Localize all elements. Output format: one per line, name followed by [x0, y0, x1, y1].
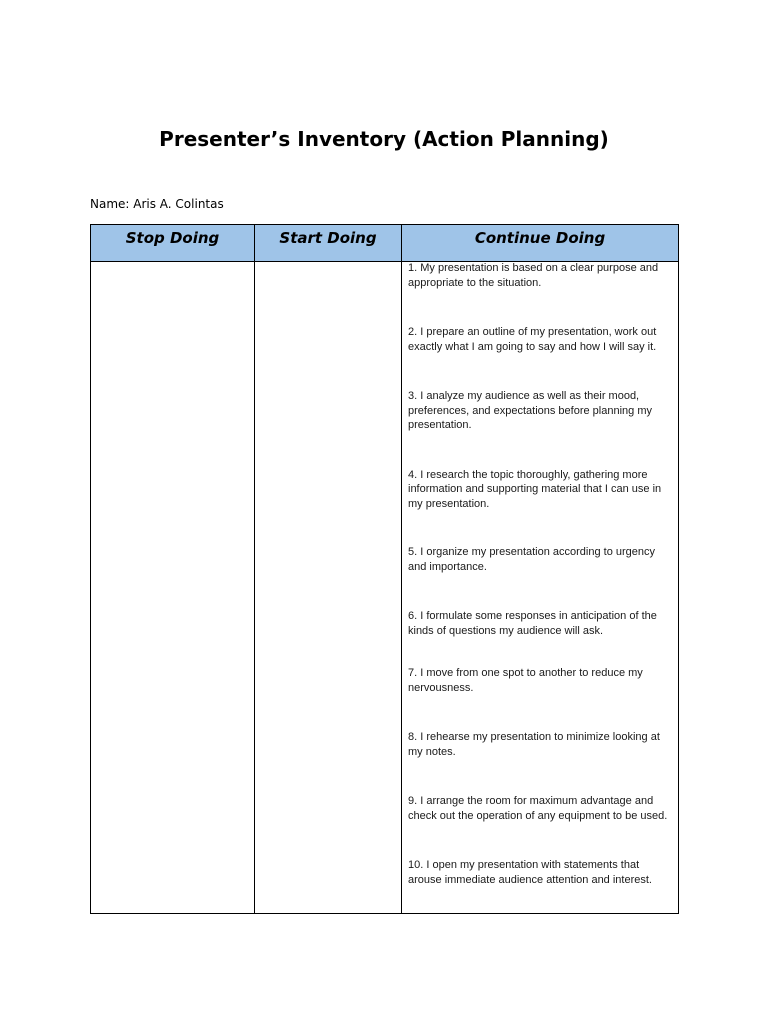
- list-item: 4. I research the topic thoroughly, gathering more information and supporting material that I can use in my presentation.: [408, 468, 662, 510]
- list-item: 6. I formulate some responses in anticipation of the kinds of questions my audience will ask.: [408, 610, 657, 637]
- start-doing-cell: [255, 262, 402, 914]
- list-item: 1. My presentation is based on a clear purpose and appropriate to the situation.: [408, 262, 659, 289]
- list-item: 2. I prepare an outline of my presentation, work out exactly what I am going to say and how I will say it.: [408, 326, 657, 353]
- header-continue-doing: Continue Doing: [402, 225, 679, 262]
- header-start-doing: Start Doing: [255, 225, 402, 262]
- table-header-row: [91, 225, 679, 262]
- list-item: 7. I move from one spot to another to reduce my nervousness.: [408, 667, 643, 694]
- list-item: 5. I organize my presentation according to urgency and importance.: [408, 546, 656, 573]
- document-title: Presenter’s Inventory (Action Planning): [159, 127, 609, 151]
- name-line: Name: Aris A. Colintas: [90, 197, 224, 211]
- list-item: 3. I analyze my audience as well as their mood, preferences, and expectations before planning my presentation.: [408, 390, 652, 431]
- list-item: 9. I arrange the room for maximum advantage and check out the operation of any equipment to be used.: [408, 795, 668, 822]
- action-planning-table: [90, 224, 679, 914]
- header-stop-doing: Stop Doing: [91, 225, 255, 262]
- continue-doing-cell: [402, 262, 679, 914]
- continue-doing-list: [402, 261, 678, 887]
- table-row: [91, 262, 679, 914]
- stop-doing-cell: [91, 262, 255, 914]
- list-item: 10. I open my presentation with statements that arouse immediate audience attention and interest.: [408, 859, 652, 886]
- list-item: 8. I rehearse my presentation to minimize looking at my notes.: [408, 731, 660, 758]
